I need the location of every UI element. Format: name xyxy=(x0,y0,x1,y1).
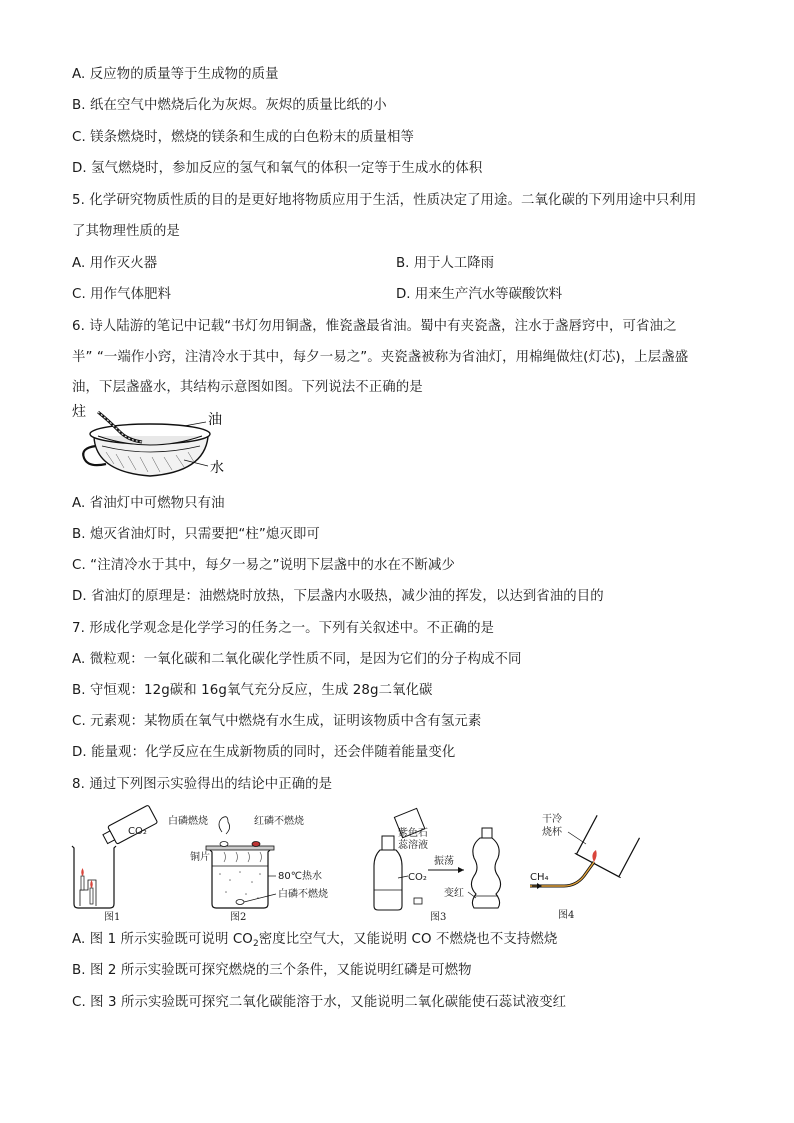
figure-2-combustion-setup xyxy=(168,810,348,922)
q5-option-d: D. 用来生产汽水等碳酸饮料 xyxy=(396,287,563,302)
q8-stem: 8. 通过下列图示实验得出的结论中正确的是 xyxy=(72,777,333,792)
fig4-caption: 图4 xyxy=(558,910,575,921)
q6-option-d: D. 省油灯的原理是：油燃烧时放热，下层盏内水吸热，减少油的挥发，以达到省油的目的 xyxy=(72,589,604,604)
q4-option-d: D. 氢气燃烧时，参加反应的氢气和氧气的体积一定等于生成水的体积 xyxy=(72,161,483,176)
q4-option-b: B. 纸在空气中燃烧后化为灰烬。灰烬的质量比纸的小 xyxy=(72,98,387,113)
water-label: 水 xyxy=(210,460,224,476)
q8-option-c: C. 图 3 所示实验既可探究二氧化碳能溶于水，又能说明二氧化碳能使石蕊试液变红 xyxy=(72,995,567,1010)
fig3-litmus-label-1: 紫色石 xyxy=(398,828,428,839)
q7-option-a: A. 微粒观：一氧化碳和二氧化碳化学性质不同，是因为它们的分子构成不同 xyxy=(72,652,522,667)
q5-option-a: A. 用作灭火器 xyxy=(72,256,158,271)
q5-stem-line-2: 了其物理性质的是 xyxy=(72,224,180,239)
fig2-copper-label: 铜片 xyxy=(190,852,210,863)
q8-option-a-text-rest: 密度比空气大，又能说明 CO 不燃烧也不支持燃烧 xyxy=(258,932,558,947)
wick-label: 炷 xyxy=(72,404,86,420)
q7-stem: 7. 形成化学观念是化学学习的任务之一。下列有关叙述中。不正确的是 xyxy=(72,621,495,636)
q5-stem-line-1: 5. 化学研究物质性质的目的是更好地将物质应用于生活，性质决定了用途。二氧化碳的下列用途中只利用 xyxy=(72,193,697,208)
q8-option-a-text: A. 图 1 所示实验既可说明 CO xyxy=(72,932,253,947)
q5-option-c: C. 用作气体肥料 xyxy=(72,287,172,302)
fig4-ch4-label: CH₄ xyxy=(530,872,549,883)
fig3-litmus-label-2: 蕊溶液 xyxy=(398,840,428,851)
q6-stem-line-1: 6. 诗人陆游的笔记中记载“书灯勿用铜盏，惟瓷盏最省油。蜀中有夹瓷盏，注水于盏唇窍中，可省油之 xyxy=(72,319,677,334)
q8-option-b: B. 图 2 所示实验既可探究燃烧的三个条件，又能说明红磷是可燃物 xyxy=(72,963,472,978)
q6-stem-line-3: 油，下层盏盛水，其结构示意图如图。下列说法不正确的是 xyxy=(72,380,423,395)
oil-lamp-figure xyxy=(72,402,242,487)
fig2-caption: 图2 xyxy=(230,912,247,923)
q7-option-d: D. 能量观：化学反应在生成新物质的同时，还会伴随着能量变化 xyxy=(72,745,456,760)
fig3-shake-label: 振荡 xyxy=(434,856,454,867)
q8-option-a xyxy=(72,930,557,954)
fig2-white-no-burn-label: 白磷不燃烧 xyxy=(278,889,328,900)
q4-option-c: C. 镁条燃烧时，燃烧的镁条和生成的白色粉末的质量相等 xyxy=(72,130,414,145)
q6-option-b: B. 熄灭省油灯时，只需要把“柱”熄灭即可 xyxy=(72,527,320,542)
q6-option-a: A. 省油灯中可燃物只有油 xyxy=(72,496,225,511)
fig1-gas-label: CO₂ xyxy=(128,826,147,837)
q6-option-c: C. “注清冷水于其中，每夕一易之”说明下层盏中的水在不断减少 xyxy=(72,558,455,573)
fig4-cup-label-2: 烧杯 xyxy=(542,827,562,838)
fig2-white-burns-label: 白磷燃烧 xyxy=(168,816,208,827)
fig2-hot-water-label: 80℃热水 xyxy=(278,871,322,882)
figure-1-co2-beaker xyxy=(66,810,166,922)
fig2-red-no-burn-label: 红磷不燃烧 xyxy=(254,816,304,827)
q7-option-c: C. 元素观：某物质在氧气中燃烧有水生成，证明该物质中含有氢元素 xyxy=(72,714,482,729)
q8-option-a-subscript: 2 xyxy=(252,939,259,949)
q5-option-b: B. 用于人工降雨 xyxy=(396,256,495,271)
figure-3-bottle-litmus xyxy=(364,806,524,922)
q7-option-b: B. 守恒观：12g碳和 16g氧气充分反应，生成 28g二氧化碳 xyxy=(72,683,433,698)
fig3-co2-label: CO₂ xyxy=(408,872,427,883)
fig3-caption: 图3 xyxy=(430,912,447,923)
figure-4-methane-cup xyxy=(528,810,638,922)
fig3-turns-red-label: 变红 xyxy=(444,888,464,899)
q4-option-a: A. 反应物的质量等于生成物的质量 xyxy=(72,67,279,82)
fig4-cup-label-1: 干冷 xyxy=(542,814,562,825)
fig1-caption: 图1 xyxy=(104,912,121,923)
oil-label: 油 xyxy=(208,412,222,428)
q6-stem-line-2: 半” “一端作小窍，注清冷水于其中，每夕一易之”。夹瓷盏被称为省油灯，用棉绳做炷(灯芯)，上层盏盛 xyxy=(72,350,689,365)
